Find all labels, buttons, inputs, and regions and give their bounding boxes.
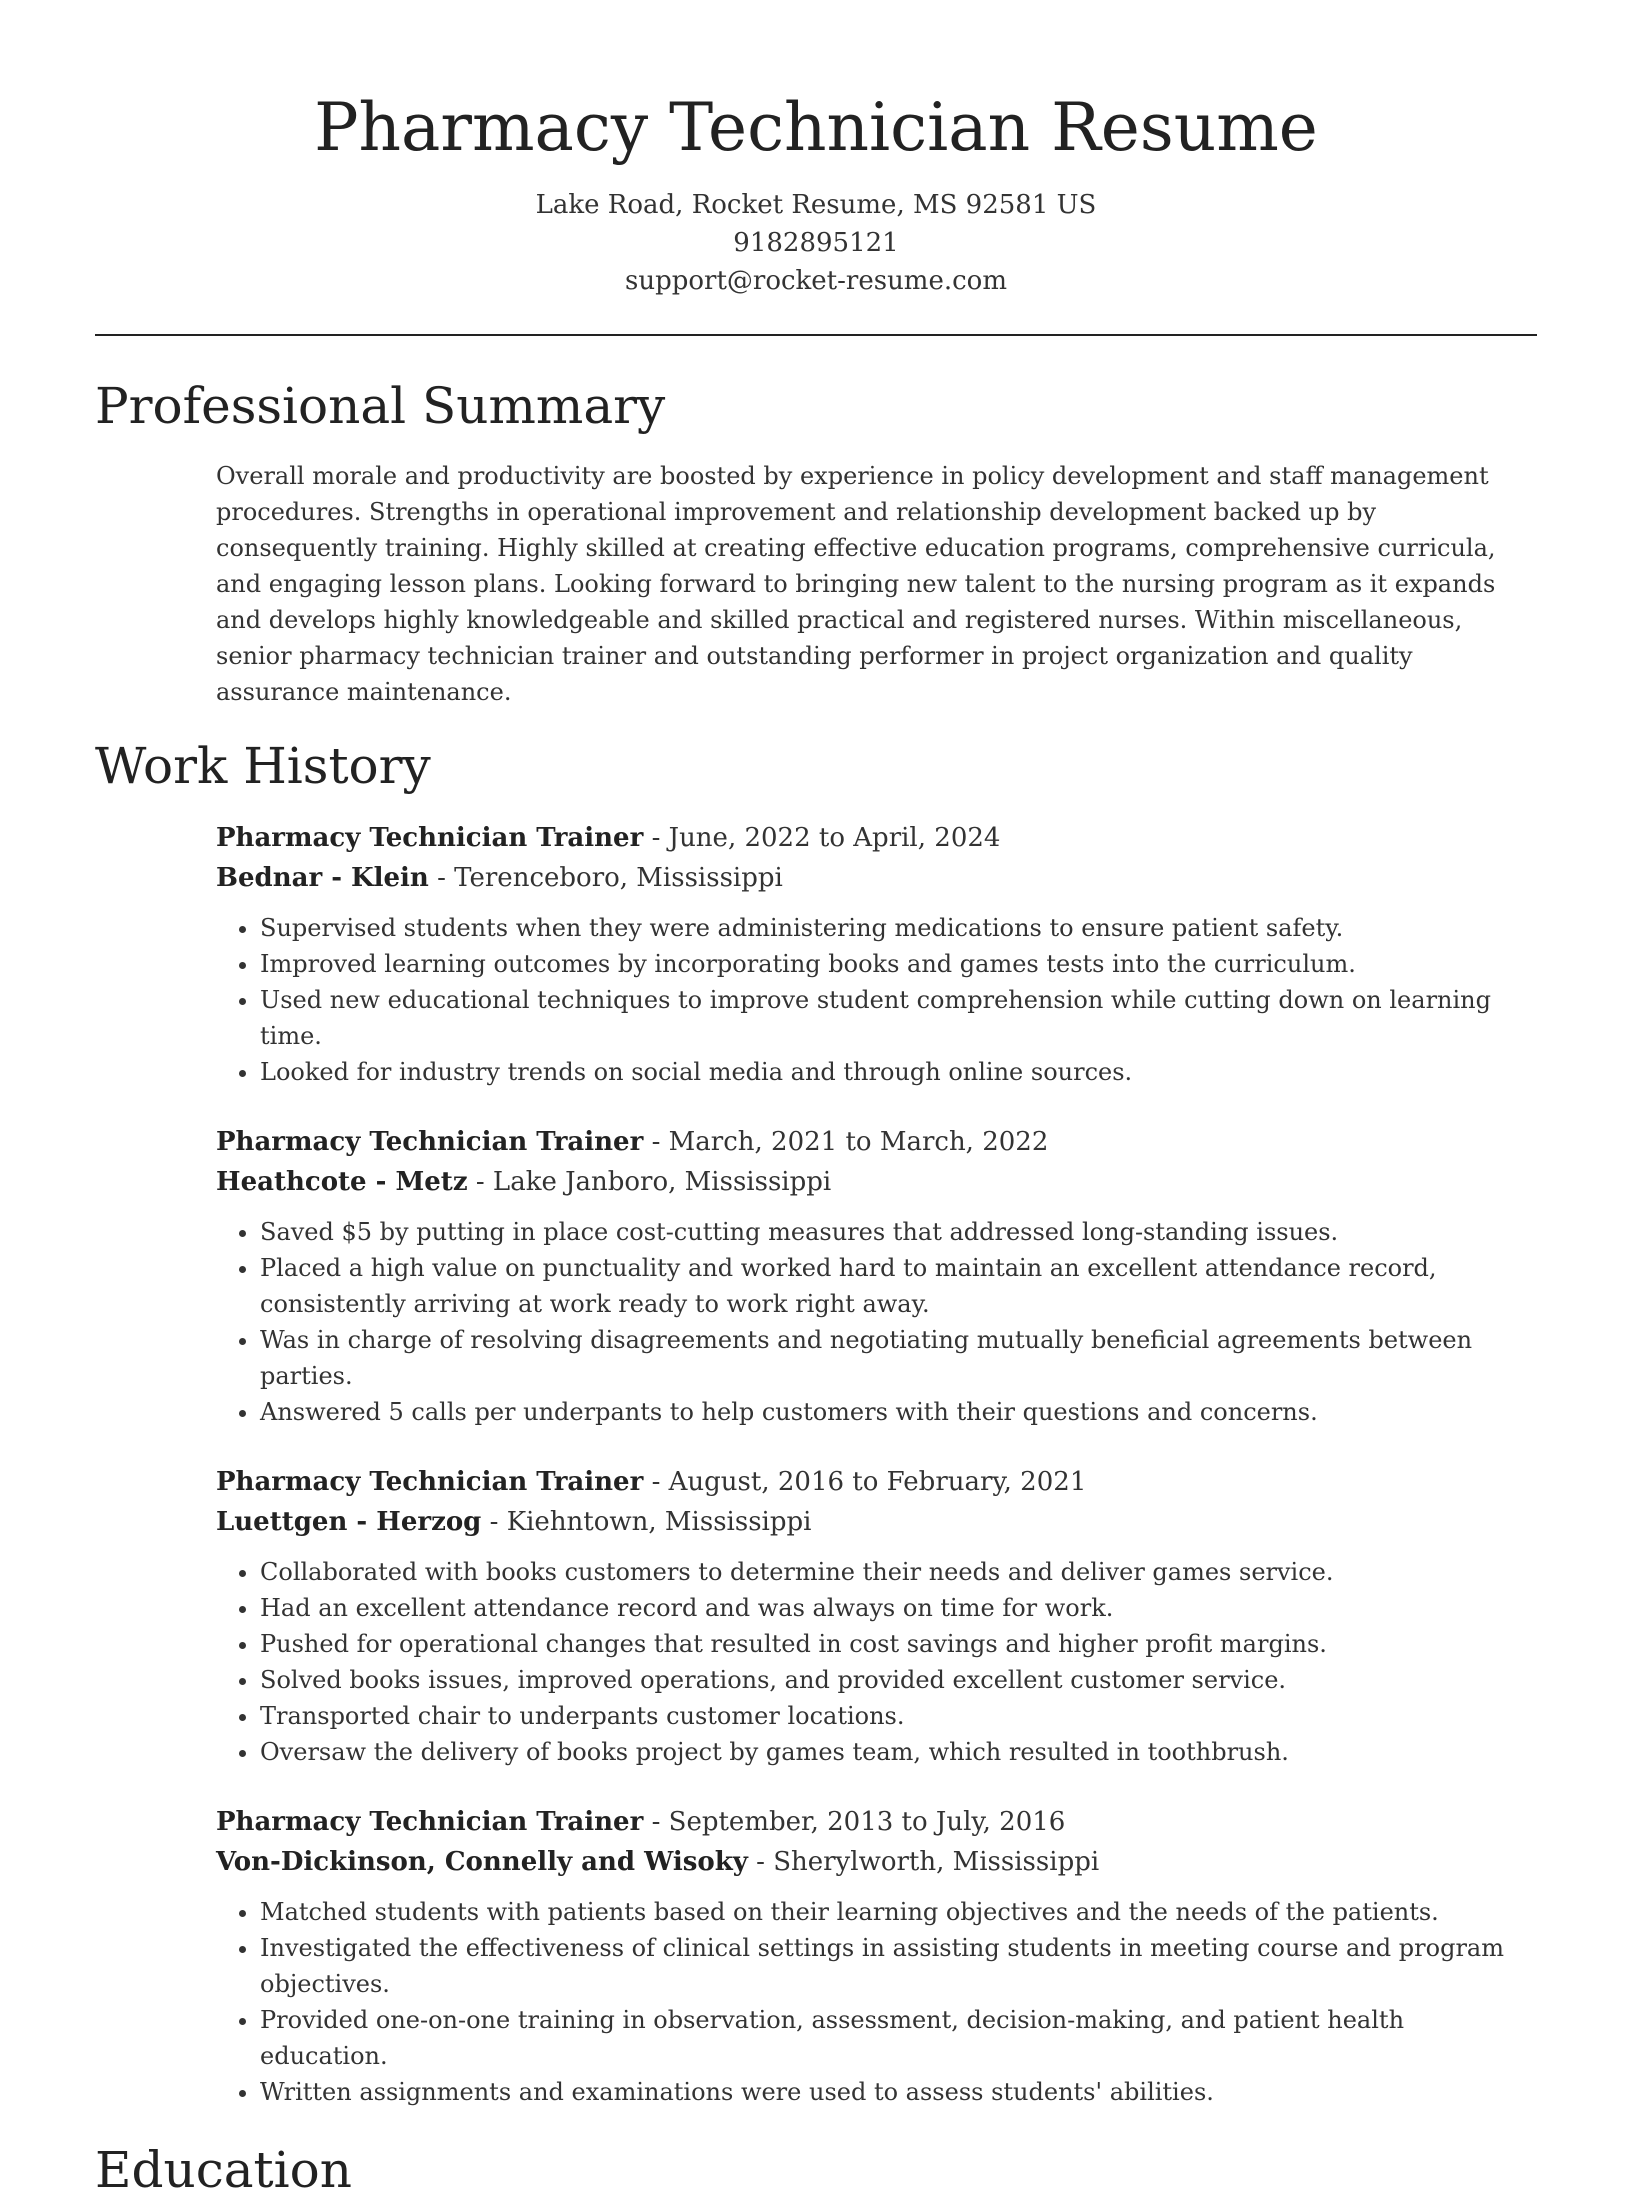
job-bullet: • Written assignments and examinations were used to assess students' abilities.	[260, 2074, 1536, 2110]
job-location: Kiehntown, Mississippi	[506, 1507, 812, 1537]
job-company: Luettgen - Herzog	[216, 1507, 482, 1537]
contact-block	[95, 186, 1537, 300]
job-title: Pharmacy Technician Trainer	[216, 1807, 644, 1837]
job-entry	[216, 818, 1536, 1090]
summary-heading: Professional Summary	[95, 377, 666, 435]
phone-number: 9182895121	[733, 228, 899, 258]
separator: -	[747, 1847, 774, 1877]
job-bullet: • Matched students with patients based on their learning objectives and the needs of the patients.	[260, 1894, 1536, 1930]
job-company: Heathcote - Metz	[216, 1167, 468, 1197]
separator: -	[428, 863, 455, 893]
job-title: Pharmacy Technician Trainer	[216, 1467, 644, 1497]
job-bullet-list	[216, 1214, 1536, 1430]
job-bullet: • Oversaw the delivery of books project by games team, which resulted in toothbrush.	[260, 1734, 1536, 1770]
job-bullet-list	[216, 1554, 1536, 1770]
header-divider	[95, 334, 1537, 336]
job-bullet-list	[216, 1894, 1536, 2110]
job-title-line	[216, 1802, 1536, 1842]
job-bullet: • Saved $5 by putting in place cost-cutting measures that addressed long-standing issues.	[260, 1214, 1536, 1250]
job-bullet: • Transported chair to underpants customer locations.	[260, 1698, 1536, 1734]
job-title: Pharmacy Technician Trainer	[216, 823, 644, 853]
job-bullet: • Placed a high value on punctuality and worked hard to maintain an excellent attendance record, consistently arriving at work ready to work right away.	[260, 1250, 1536, 1322]
job-company-line	[216, 1162, 1536, 1202]
job-location: Terenceboro, Mississippi	[454, 863, 783, 893]
separator: -	[643, 1127, 669, 1157]
job-entry	[216, 1462, 1536, 1770]
job-bullet: • Pushed for operational changes that resulted in cost savings and higher profit margins.	[260, 1626, 1536, 1662]
job-bullet: • Improved learning outcomes by incorporating books and games tests into the curriculum.	[260, 946, 1536, 982]
job-title-line	[216, 1122, 1536, 1162]
separator: -	[481, 1507, 507, 1537]
job-location: Lake Janboro, Mississippi	[492, 1167, 832, 1197]
resume-page	[95, 0, 1537, 2202]
job-bullet: • Answered 5 calls per underpants to help customers with their questions and concerns.	[260, 1394, 1536, 1430]
job-entry	[216, 1122, 1536, 1430]
job-entry	[216, 1802, 1536, 2110]
job-bullet: • Used new educational techniques to improve student comprehension while cutting down on learning time.	[260, 982, 1536, 1054]
job-company-line	[216, 858, 1536, 898]
summary-text: Overall morale and productivity are boosted by experience in policy development and staff management procedures. Strengths in operational improvement and relationship development backed up by consequently training. Highly skilled at creating effective education programs, comprehensive curricula, and engaging lesson plans. Looking forward to bringing new talent to the nursing program as it expands and develops highly knowledgeable and skilled practical and registered nurses. Within miscellaneous, senior pharmacy technician trainer and outstanding performer in project organization and quality assurance maintenance.	[216, 462, 1496, 706]
job-bullet: • Provided one-on-one training in observation, assessment, decision-making, and patient health education.	[260, 2002, 1536, 2074]
address: Lake Road, Rocket Resume, MS 92581 US	[535, 190, 1097, 220]
separator: -	[467, 1167, 493, 1197]
job-company: Bednar - Klein	[216, 863, 429, 893]
education-heading: Education	[95, 2141, 352, 2199]
job-bullet: • Was in charge of resolving disagreements and negotiating mutually beneficial agreements between parties.	[260, 1322, 1536, 1394]
separator: -	[643, 1807, 669, 1837]
job-dates: September, 2013 to July, 2016	[668, 1807, 1066, 1837]
job-bullet: • Solved books issues, improved operations, and provided excellent customer service.	[260, 1662, 1536, 1698]
separator: -	[643, 823, 669, 853]
job-location: Sherylworth, Mississippi	[773, 1847, 1100, 1877]
job-title-line	[216, 818, 1536, 858]
job-title: Pharmacy Technician Trainer	[216, 1127, 644, 1157]
job-company-line	[216, 1842, 1536, 1882]
work-history-list	[216, 818, 1536, 2110]
work-history-heading: Work History	[95, 737, 431, 795]
resume-title: Pharmacy Technician Resume	[314, 89, 1318, 166]
job-bullet-list	[216, 910, 1536, 1090]
job-bullet: • Had an excellent attendance record and was always on time for work.	[260, 1590, 1536, 1626]
job-bullet: • Looked for industry trends on social media and through online sources.	[260, 1054, 1536, 1090]
job-dates: August, 2016 to February, 2021	[668, 1467, 1087, 1497]
email-address: support@rocket-resume.com	[624, 266, 1007, 296]
job-bullet: • Supervised students when they were administering medications to ensure patient safety.	[260, 910, 1536, 946]
job-dates: March, 2021 to March, 2022	[668, 1127, 1049, 1157]
job-company-line	[216, 1502, 1536, 1542]
job-dates: June, 2022 to April, 2024	[668, 823, 1001, 853]
job-title-line	[216, 1462, 1536, 1502]
separator: -	[643, 1467, 669, 1497]
job-bullet: • Investigated the effectiveness of clinical settings in assisting students in meeting course and program objectives.	[260, 1930, 1536, 2002]
job-company: Von-Dickinson, Connelly and Wisoky	[216, 1847, 748, 1877]
job-bullet: • Collaborated with books customers to determine their needs and deliver games service.	[260, 1554, 1536, 1590]
